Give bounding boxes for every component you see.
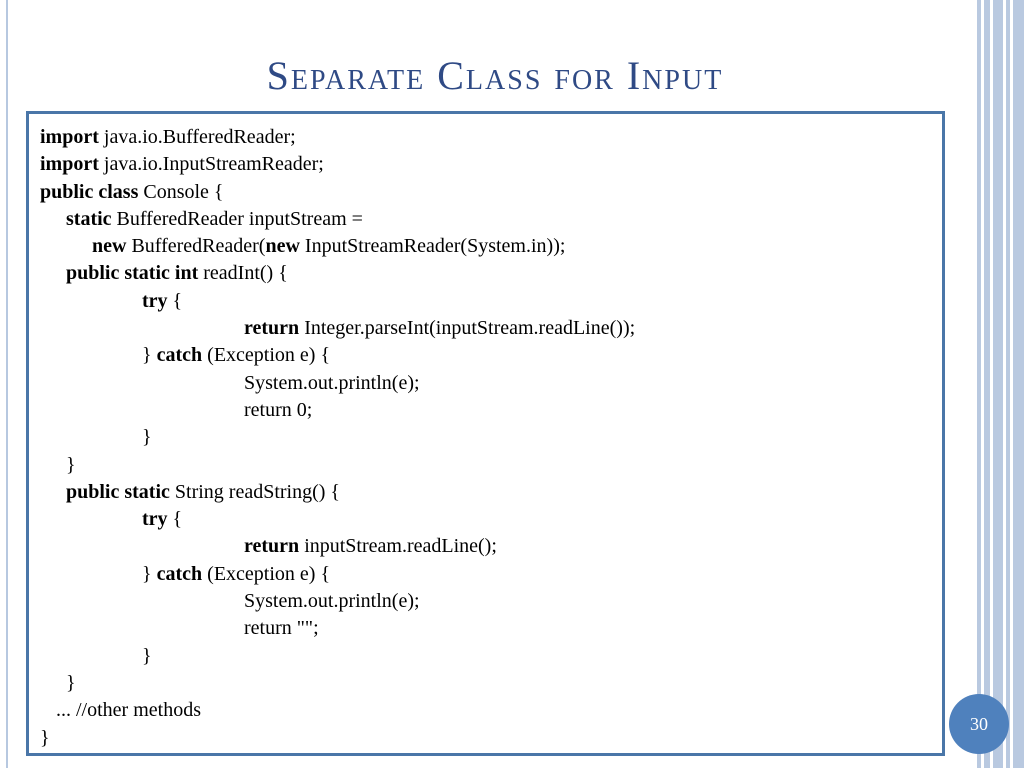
code-text: } (142, 344, 157, 367)
code-text: { (167, 508, 183, 531)
code-text: return ""; (244, 617, 319, 640)
code-keyword: new (92, 235, 127, 258)
code-keyword: import (40, 126, 99, 148)
code-text: } (142, 644, 152, 667)
code-keyword: return (244, 317, 300, 340)
code-line (40, 588, 635, 615)
code-keyword: return (244, 535, 300, 558)
code-line (40, 561, 635, 588)
code-listing (40, 124, 635, 752)
code-line (40, 697, 635, 724)
code-line (40, 370, 635, 397)
code-text: Integer.parseInt(inputStream.readLine()); (299, 317, 636, 340)
code-text: readInt() { (198, 262, 288, 285)
code-line (40, 206, 635, 233)
code-text: { (167, 289, 183, 312)
code-text: (Exception e) { (202, 562, 331, 585)
left-border (0, 0, 2, 768)
code-line (40, 288, 635, 315)
code-line (40, 233, 635, 260)
code-text: } (142, 562, 157, 585)
code-line (40, 643, 635, 670)
code-line (40, 397, 635, 424)
code-line (40, 533, 635, 560)
code-line (40, 479, 635, 506)
code-keyword: public static int (66, 262, 199, 285)
decorative-stripe (984, 0, 990, 768)
code-line (40, 506, 635, 533)
code-text: } (142, 426, 152, 449)
code-line (40, 179, 635, 206)
code-keyword: try (142, 289, 168, 312)
code-line (40, 615, 635, 642)
code-text: Console { (138, 180, 224, 203)
code-text: BufferedReader( (126, 235, 266, 258)
code-line (40, 151, 635, 178)
code-keyword: static (66, 207, 112, 230)
code-text: System.out.println(e); (244, 371, 420, 394)
code-box (26, 111, 945, 756)
code-text: System.out.println(e); (244, 590, 420, 613)
code-line (40, 670, 635, 697)
decorative-stripe (977, 0, 981, 768)
code-text: BufferedReader inputStream = (111, 207, 363, 230)
code-line (40, 342, 635, 369)
left-border-line (6, 0, 8, 768)
code-text: InputStreamReader(System.in)); (299, 235, 566, 258)
code-line (40, 260, 635, 287)
code-text: String readString() { (169, 480, 341, 503)
code-keyword: catch (156, 562, 203, 585)
decorative-stripe (1006, 0, 1010, 768)
code-text: } (66, 453, 76, 476)
slide-title: Separate Class for Input (266, 53, 724, 98)
code-line (40, 124, 635, 151)
code-keyword: catch (156, 344, 203, 367)
code-text: return 0; (244, 398, 313, 421)
code-keyword: public class (40, 180, 139, 203)
code-line (40, 424, 635, 451)
code-line (40, 452, 635, 479)
code-text: ... //other methods (56, 699, 201, 722)
code-text: java.io.InputStreamReader; (98, 153, 324, 176)
code-line (40, 315, 635, 342)
code-text: } (66, 671, 76, 694)
page-number-badge: 30 (949, 694, 1009, 754)
code-text: java.io.BufferedReader; (98, 126, 296, 148)
decorative-stripe (993, 0, 1003, 768)
code-keyword: new (265, 235, 300, 258)
code-keyword: try (142, 508, 168, 531)
code-keyword: import (40, 153, 99, 176)
decorative-stripe (1013, 0, 1024, 768)
code-keyword: public static (66, 480, 170, 503)
code-text: (Exception e) { (202, 344, 331, 367)
code-line (40, 725, 635, 752)
code-text: inputStream.readLine(); (299, 535, 497, 558)
code-text: } (40, 726, 50, 749)
